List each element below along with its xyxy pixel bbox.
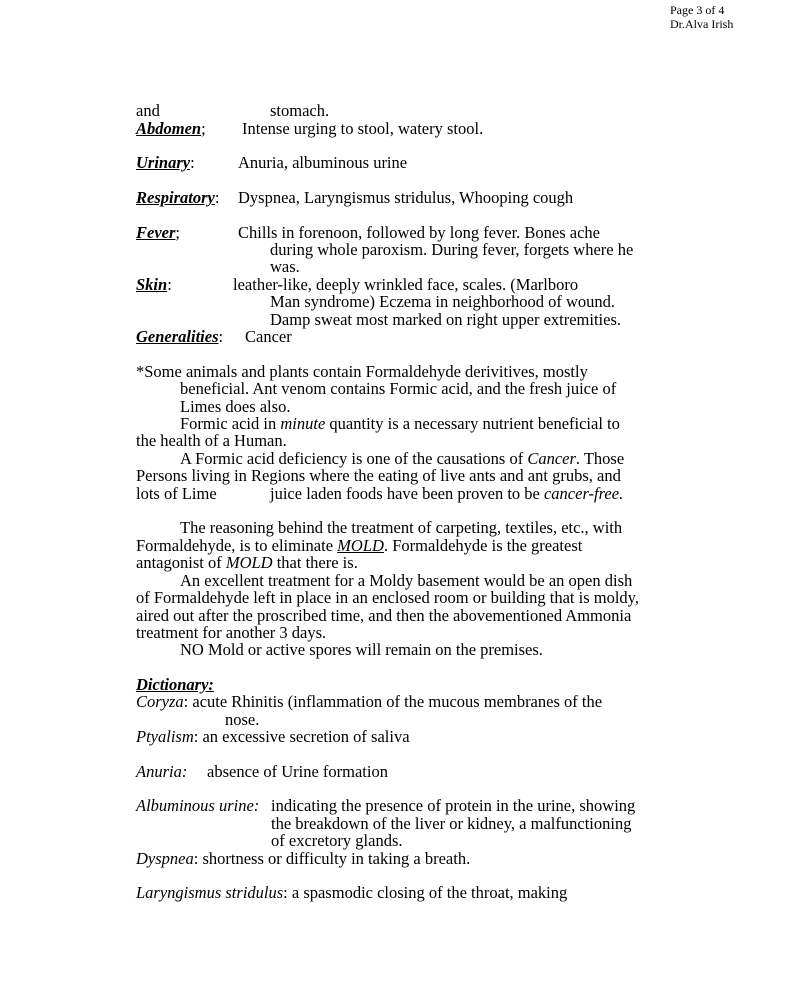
fever-line: during whole paroxism. During fever, forgets where he [270,240,634,259]
dictionary-heading: Dictionary: [136,675,214,694]
note-line: of Formaldehyde left in place in an enclosed room or building that is moldy, [136,588,639,607]
definition: indicating the presence of protein in the urine, showing [271,796,636,815]
text-span: A Formic acid deficiency is one of the causations of [180,449,528,468]
fever-punct: ; [175,223,180,242]
skin-line: Damp sweat most marked on right upper extremities. [270,310,621,329]
emphasis-mold: MOLD [225,553,273,572]
note-line: Limes does also. [180,397,291,416]
text-span: that there is. [272,553,358,572]
term: Coryza [136,692,184,711]
and-label: and [136,101,160,120]
skin-line: Man syndrome) Eczema in neighborhood of wound. [270,292,616,311]
note-line: NO Mold or active spores will remain on the premises. [180,640,543,659]
generalities-label: Generalities [136,327,219,346]
definition: absence of Urine formation [207,762,388,781]
text-span: . Formaldehyde is the greatest [383,536,583,555]
fever-heading [136,224,180,242]
text-span: Formaldehyde, is to eliminate [136,536,338,555]
note-line: aired out after the proscribed time, and then the abovementioned Ammonia [136,606,632,625]
term: Ptyalism [136,727,194,746]
skin-label: Skin [136,275,168,294]
note-line: the health of a Human. [136,431,287,450]
generalities-text: Cancer [245,327,292,346]
urinary-label: Urinary [136,153,191,172]
note-line [136,554,358,572]
respiratory-label: Respiratory [136,188,215,207]
skin-line: leather-like, deeply wrinkled face, scales. (Marlboro [233,275,579,294]
term: Dyspnea [136,849,194,868]
dictionary-entry [136,850,470,868]
respiratory-text: Dyspnea, Laryngismus stridulus, Whooping cough [238,188,574,207]
definition: : a spasmodic closing of the throat, making [283,883,568,902]
definition: of excretory glands. [271,831,403,850]
respiratory-punct: : [214,188,220,207]
skin-heading [136,276,172,294]
note-line [270,485,623,503]
definition: the breakdown of the liver or kidney, a malfunctioning [271,814,632,833]
dictionary-entry [136,693,602,711]
skin-punct: : [167,275,172,294]
text-span: Formic acid in [180,414,281,433]
urinary-heading [136,154,195,172]
emphasis-mold: MOLD [337,536,384,555]
emphasis-cancer: Cancer [527,449,576,468]
note-line: lots of Lime [136,484,217,503]
text-span: antagonist of [136,553,226,572]
term: Anuria: [136,762,188,781]
term: Laryngismus stridulus [136,883,284,902]
definition: : shortness or difficulty in taking a breath. [193,849,471,868]
generalities-punct: : [218,327,224,346]
text-span: . Those [575,449,625,468]
text-span: juice laden foods have been proven to be [270,484,544,503]
abdomen-label: Abdomen [136,119,202,138]
text-span: quantity is a necessary nutrient beneficial to [325,414,620,433]
abdomen-punct: ; [201,119,206,138]
emphasis-cancer-free: cancer-free. [543,484,624,503]
author-name: Dr.Alva Irish [670,17,734,31]
note-line: *Some animals and plants contain Formaldehyde derivitives, mostly [136,362,588,381]
and-text: stomach. [270,101,330,120]
respiratory-heading [136,189,219,207]
definition: : an excessive secretion of saliva [193,727,410,746]
dictionary-entry [136,728,410,746]
emphasis-minute: minute [280,414,326,433]
urinary-text: Anuria, albuminous urine [238,153,408,172]
abdomen-heading [136,120,206,138]
note-line: An excellent treatment for a Moldy basement would be an open dish [180,571,633,590]
urinary-punct: : [190,153,195,172]
fever-line: was. [270,257,300,276]
note-line: The reasoning behind the treatment of carpeting, textiles, etc., with [180,518,623,537]
definition: nose. [225,710,260,729]
definition: : acute Rhinitis (inflammation of the mucous membranes of the [183,692,603,711]
fever-label: Fever [136,223,176,242]
note-line: Persons living in Regions where the eating of live ants and ant grubs, and [136,466,621,485]
term: Albuminous urine: [136,796,260,815]
fever-line: Chills in forenoon, followed by long fever. Bones ache [238,223,601,242]
page-number: Page 3 of 4 [670,3,725,17]
note-line: treatment for another 3 days. [136,623,327,642]
dictionary-entry [136,884,567,902]
note-line: beneficial. Ant venom contains Formic acid, and the fresh juice of [180,379,617,398]
generalities-heading [136,328,223,346]
abdomen-text: Intense urging to stool, watery stool. [242,119,484,138]
